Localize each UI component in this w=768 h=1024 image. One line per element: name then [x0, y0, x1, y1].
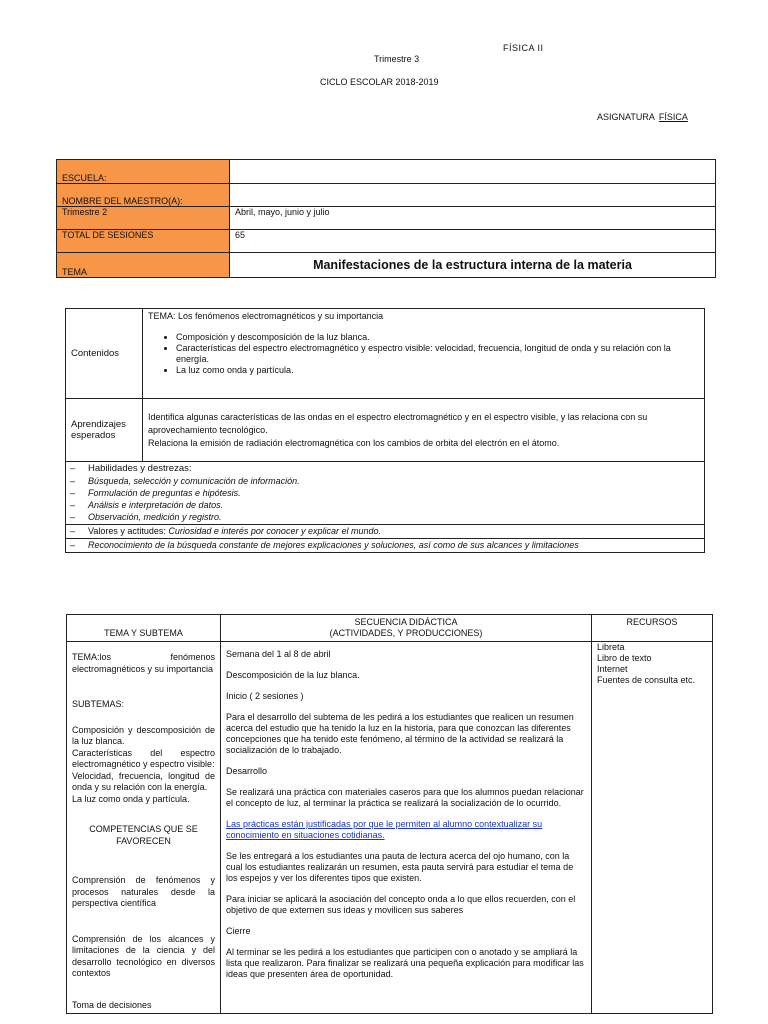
aprendizaje-item: Identifica algunas características de las ondas en el espectro electromagnético y en el espectro visible, y las relaciona con su aprovechamiento tecnológico.: [148, 411, 648, 435]
habilidades-cell: – Habilidades y destrezas: – Búsqueda, selección y comunicación de información. – Formulación de preguntas e hipótesis. – Análisis e interpretación de datos. – Observación, medición y registro.: [66, 462, 705, 525]
tema-subtema-cell: [67, 642, 221, 1014]
contenidos-item: • Características del espectro electromagnético y espectro visible: velocidad, frecuencia, longitud de onda y su relación con la energía.: [176, 343, 699, 365]
cierre-label: Cierre: [226, 926, 251, 936]
secuencia-cell: [221, 642, 592, 1014]
aprendizaje-item: Relaciona la emisión de radiación electromagnética con los cambios de orbita del electrón en el átomo.: [148, 437, 560, 448]
contenidos-item: • La luz como onda y partícula.: [176, 365, 699, 376]
subtema-item: Composición y descomposición de la luz blanca.: [72, 724, 215, 746]
sesiones-value: 65: [230, 230, 716, 253]
subtema-item: Velocidad, frecuencia, longitud de onda y su relación con la energía.: [72, 770, 215, 792]
asignatura-line: [597, 112, 694, 122]
recurso-item: Internet: [597, 664, 628, 674]
pauta-text: Se les entregará a los estudiantes una pauta de lectura acerca del ojo humano, con la cual los estudiantes realizarán un resumen, esta pauta servirá para estudiar el tema de los espejos y ver los diferentes tipos que existen.: [226, 851, 574, 883]
contenidos-label: Contenidos: [66, 309, 143, 399]
valores-prefix: Valores y actitudes:: [88, 526, 169, 536]
maestro-value: [230, 184, 716, 207]
seq-tema: TEMA:los fenómenos electromagnéticos y su importancia: [72, 652, 215, 674]
contenidos-tema: TEMA: Los fenómenos electromagnéticos y su importancia: [148, 311, 384, 321]
inicio-text: Para el desarrollo del subtema de les pedirá a los estudiantes que realicen un resumen acerca del estudio que ha tenido la luz en la historia, para que conozcan las diferentes concepciones que ha tenido este fenómeno, al término de la actividad se realizará la socialización de lo trabajado.: [226, 712, 574, 755]
trimestre-value: Abril, mayo, junio y julio: [230, 207, 716, 230]
trimestre-label: Trimestre 2: [57, 207, 230, 230]
subtema-item: Características del espectro electromagnético y espectro visible:: [72, 747, 215, 769]
desarrollo-label: Desarrollo: [226, 766, 268, 776]
subject-heading: FÍSICA II: [503, 43, 544, 53]
contenidos-list: [148, 332, 699, 376]
sequence-table: [66, 614, 713, 1014]
school-cycle-heading: CICLO ESCOLAR 2018-2019: [320, 77, 439, 87]
recurso-item: Fuentes de consulta etc.: [597, 675, 696, 685]
desarrollo-text: Se realizará una práctica con materiales caseros para que los alumnos puedan relacionar el concepto de luz, al terminar la práctica se realizará la socialización de lo ocurrido.: [226, 787, 584, 808]
semana-text: Semana del 1 al 8 de abril: [226, 649, 331, 659]
competencia-item: Comprensión de los alcances y limitaciones de la ciencia y del desarrollo tecnológico en diversos contextos: [72, 933, 215, 978]
competencia-item: Toma de decisiones: [72, 999, 152, 1010]
info-table: [56, 159, 716, 278]
escuela-label: ESCUELA:: [57, 160, 230, 184]
contenidos-item: • Composición y descomposición de la luz blanca.: [176, 332, 699, 343]
aprendizajes-label: Aprendizajes esperados: [66, 399, 143, 462]
col-recursos-header: RECURSOS: [592, 615, 713, 642]
contents-table: [65, 308, 705, 553]
reconocimiento-text: Reconocimiento de la búsqueda constante de mejores explicaciones y soluciones, así como de sus alcances y limitaciones: [88, 540, 579, 550]
competencias-label: COMPETENCIAS QUE SE FAVORECEN: [89, 824, 198, 846]
subtemas-label: SUBTEMAS:: [72, 699, 125, 709]
col-tema-subtema-header: TEMA Y SUBTEMA: [67, 615, 221, 642]
cierre-text: Al terminar se les pedirá a los estudiantes que participen con o anotado y se ampliará la lista que realizaron. Para finalizar se realizará una pequeña explicación para modificar las ideas que presenten área de oportunidad.: [226, 947, 584, 979]
maestro-label: NOMBRE DEL MAESTRO(A):: [57, 184, 230, 207]
valores-cell: – Valores y actitudes: Curiosidad e interés por conocer y explicar el mundo.: [66, 525, 705, 539]
col-secuencia-header-line1: SECUENCIA DIDÁCTICA: [354, 617, 458, 627]
habilidad-item: Búsqueda, selección y comunicación de información.: [88, 476, 300, 486]
recursos-cell: [592, 642, 713, 1014]
habilidad-item: Observación, medición y registro.: [88, 512, 222, 522]
asignatura-value: FÍSICA: [658, 112, 688, 122]
practicas-justificadas-link[interactable]: Las prácticas están justificadas por que le permiten al alumno contextualizar su conocimiento en situaciones cotidianas.: [226, 819, 543, 840]
col-secuencia-header: [221, 615, 592, 642]
asociacion-text: Para iniciar se aplicará la asociación del concepto onda a lo que ellos recuerden, con el objetivo de que externen sus ideas y movilicen sus saberes: [226, 894, 576, 915]
escuela-value: [230, 160, 716, 184]
habilidad-item: Análisis e interpretación de datos.: [88, 500, 224, 510]
sesiones-label: TOTAL DE SESIONES: [57, 230, 230, 253]
asignatura-label: ASIGNATURA: [597, 112, 655, 122]
valores-text: Curiosidad e interés por conocer y explicar el mundo.: [168, 526, 381, 536]
aprendizajes-cell: [143, 399, 705, 462]
descomposicion-text: Descomposición de la luz blanca.: [226, 670, 360, 680]
subtema-item: La luz como onda y partícula.: [72, 793, 190, 804]
habilidades-title: Habilidades y destrezas:: [88, 463, 192, 474]
recurso-item: Libro de texto: [597, 653, 652, 663]
habilidad-item: Formulación de preguntas e hipótesis.: [88, 488, 241, 498]
reconocimiento-cell: – Reconocimiento de la búsqueda constante de mejores explicaciones y soluciones, así como de sus alcances y limitaciones: [66, 539, 705, 553]
competencia-item: Comprensión de fenómenos y procesos naturales desde la perspectiva científica: [72, 875, 215, 908]
tema-label: TEMA: [57, 253, 230, 278]
recurso-item: Libreta: [597, 642, 625, 652]
inicio-label: Inicio ( 2 sesiones ): [226, 691, 304, 701]
tema-value: Manifestaciones de la estructura interna de la materia: [230, 253, 716, 278]
contenidos-cell: [143, 309, 705, 399]
trimester-heading: Trimestre 3: [374, 54, 420, 64]
col-secuencia-header-line2: (ACTIVIDADES, Y PRODUCCIONES): [329, 628, 483, 638]
